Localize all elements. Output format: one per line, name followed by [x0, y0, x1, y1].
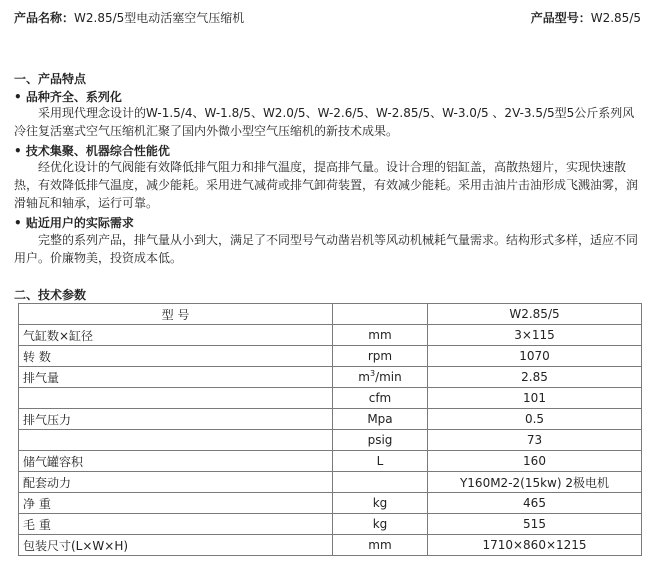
spec-unit: Mpa [333, 409, 428, 430]
spec-label: 储气罐容积 [19, 451, 333, 472]
spec-value: 1070 [428, 346, 642, 367]
product-name-label: 产品名称： [14, 11, 75, 25]
specs-title: 二、技术参数 [14, 288, 87, 302]
spec-unit: kg [333, 493, 428, 514]
spec-unit: psig [333, 430, 428, 451]
feature-text-1: 采用现代理念设计的W-1.5/4、W-1.8/5、W2.0/5、W-2.6/5、W-2.85/5、W-3.0/5 、2V-3.5/5型5公斤系列风冷往复活塞式空气压缩机汇聚了国内外微小型空气压缩机的新技术成果。 [14, 106, 635, 138]
table-row [19, 346, 642, 367]
table-row [19, 367, 642, 388]
table-row [19, 451, 642, 472]
table-row [19, 430, 642, 451]
spec-unit: mm [333, 535, 428, 556]
feature-heading-2: • 技术集聚、机器综合性能优 [14, 144, 170, 158]
product-model-value: W2.85/5 [590, 11, 641, 25]
unit-base: m [358, 370, 370, 384]
spec-unit: mm [333, 325, 428, 346]
product-model-label: 产品型号： [530, 11, 591, 25]
features-title: 一、产品特点 [14, 72, 87, 86]
spec-value: 73 [428, 430, 642, 451]
spec-label [19, 430, 333, 451]
table-row [19, 514, 642, 535]
model-unit-cell [333, 304, 428, 325]
feature-heading-1: • 品种齐全、系列化 [14, 90, 122, 104]
spec-value: 3×115 [428, 325, 642, 346]
spec-value: 101 [428, 388, 642, 409]
table-header-row [19, 304, 642, 325]
spec-label: 气缸数×缸径 [19, 325, 333, 346]
table-row [19, 388, 642, 409]
unit-superscript: 3 [369, 369, 376, 378]
spec-label [19, 388, 333, 409]
table-row [19, 535, 642, 556]
specs-table [18, 303, 642, 556]
model-label-cell: 型 号 [19, 304, 333, 325]
product-name-value: W2.85/5型电动活塞空气压缩机 [74, 11, 245, 25]
table-row [19, 409, 642, 430]
spec-label: 排气压力 [19, 409, 333, 430]
spec-value: 160 [428, 451, 642, 472]
spec-label: 毛 重 [19, 514, 333, 535]
table-row [19, 325, 642, 346]
feature-text-2: 经优化设计的气阀能有效降低排气阻力和排气温度，提高排气量。设计合理的铝缸盖，高散热翅片，实现快速散热，有效降低排气温度，减少能耗。采用进气减荷或排气卸荷装置，有效减少能耗。采用击油片击油形成飞溅油雾，润滑轴瓦和轴承，运行可靠。 [14, 160, 639, 210]
spec-unit [333, 472, 428, 493]
table-row [19, 472, 642, 493]
spec-value: 465 [428, 493, 642, 514]
feature-heading-3: • 贴近用户的实际需求 [14, 216, 134, 230]
unit-tail: /min [375, 370, 402, 384]
model-value-cell: W2.85/5 [428, 304, 642, 325]
spec-label: 净 重 [19, 493, 333, 514]
product-name [14, 9, 244, 26]
spec-value: 0.5 [428, 409, 642, 430]
spec-unit: cfm [333, 388, 428, 409]
spec-value: Y160M2-2(15kw) 2极电机 [428, 472, 642, 493]
spec-unit [333, 367, 428, 388]
spec-label: 转 数 [19, 346, 333, 367]
spec-value: 2.85 [428, 367, 642, 388]
product-header [14, 9, 641, 29]
spec-label: 配套动力 [19, 472, 333, 493]
spec-value: 515 [428, 514, 642, 535]
spec-unit: kg [333, 514, 428, 535]
table-row [19, 493, 642, 514]
spec-unit: L [333, 451, 428, 472]
spec-label: 排气量 [19, 367, 333, 388]
spec-label: 包装尺寸(L×W×H) [19, 535, 333, 556]
spec-unit: rpm [333, 346, 428, 367]
spec-value: 1710×860×1215 [428, 535, 642, 556]
product-model [531, 9, 641, 26]
feature-text-3: 完整的系列产品，排气量从小到大，满足了不同型号气动凿岩机等风动机械耗气量需求。结构形式多样，适应不同用户。价廉物美，投资成本低。 [14, 233, 639, 265]
